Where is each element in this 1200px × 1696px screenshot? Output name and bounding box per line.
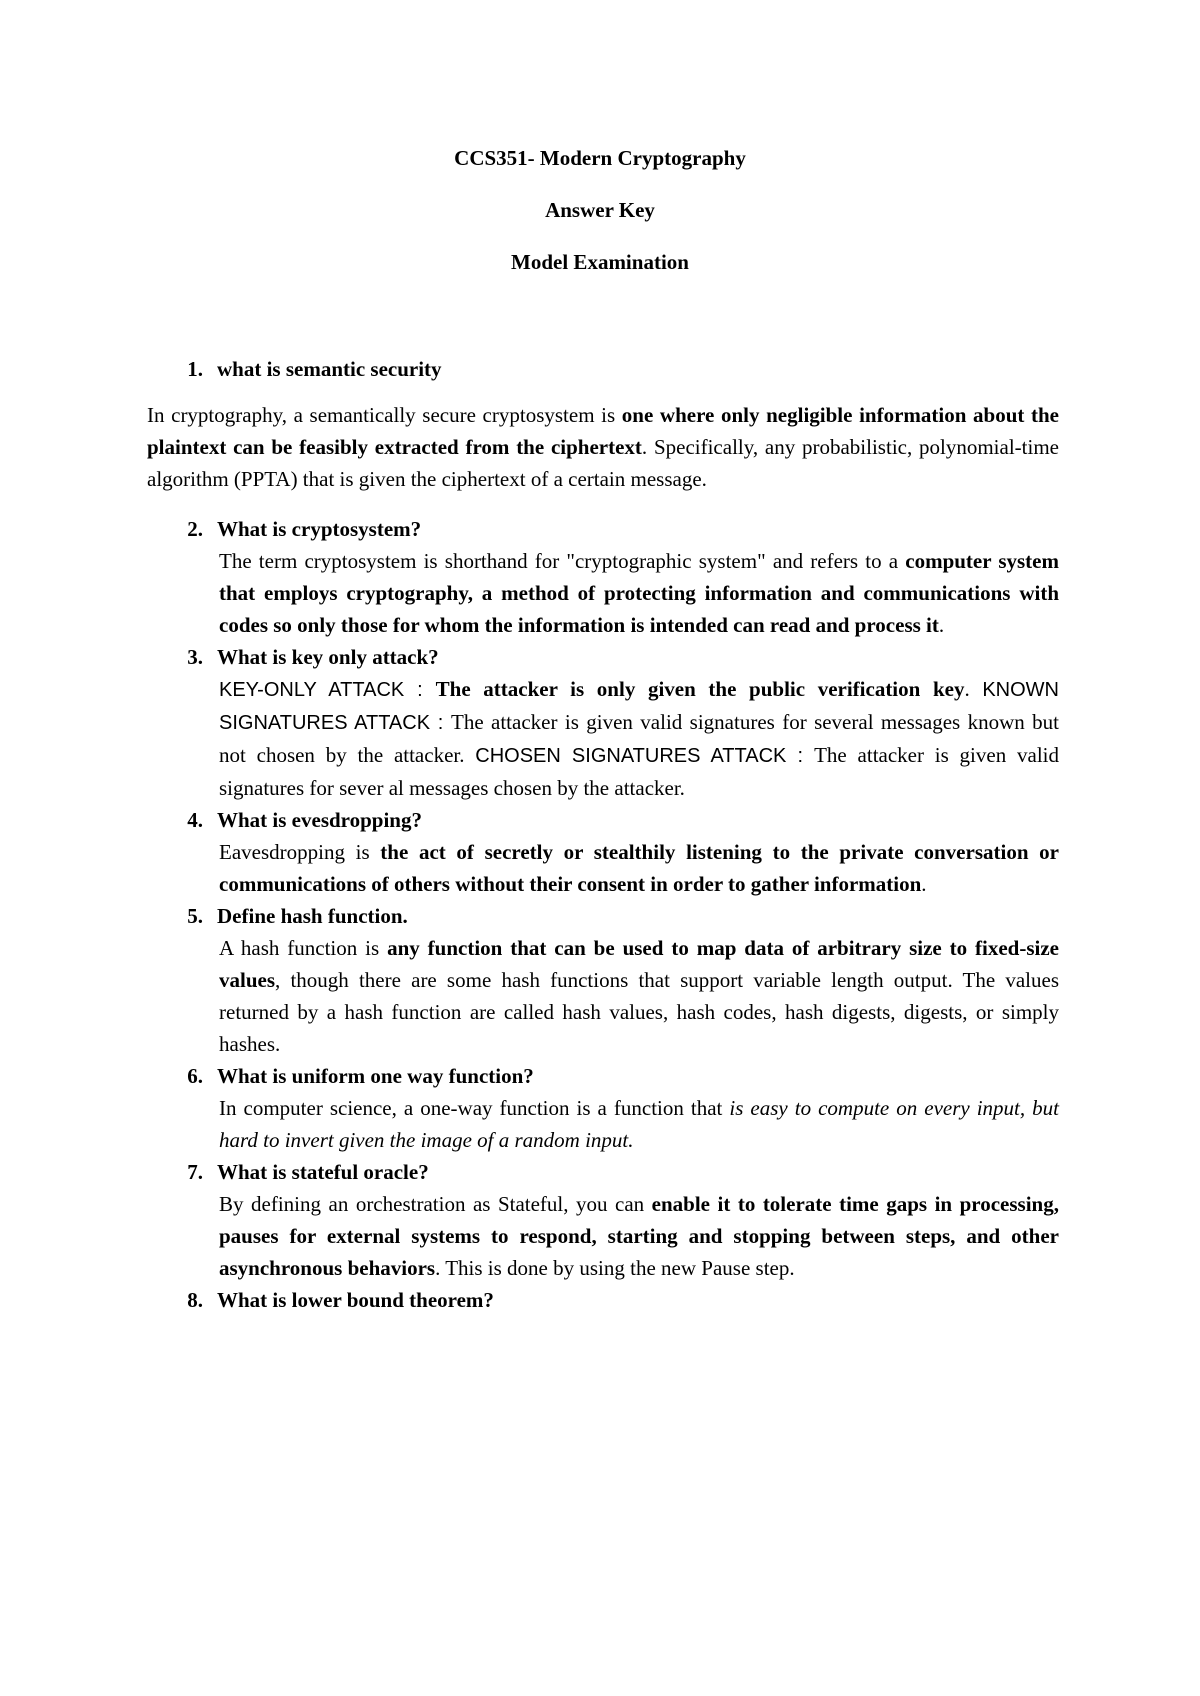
answer-emphasis: any function that can be used to map data of arbitrary size to fixed-size values [219,936,1059,992]
answer-segment: . [938,613,945,637]
answer-segment: The attacker is given valid signatures for sever al messages chosen by the attacker. [219,743,1059,800]
answer-text [219,836,1059,900]
question-number: 4. [187,808,203,832]
question-number: 7. [187,1160,203,1184]
question-2 [147,513,1059,641]
answer-emphasis: The attacker is only given the public verification key [435,677,965,701]
answer-emphasis: computer system that employs cryptography, a method of protecting information and communications with codes so only those for whom the information is intended can read and process it [219,549,1059,637]
question-1 [147,353,1059,495]
question-number: 5. [187,904,203,928]
question-number: 1. [187,357,203,381]
question-title: Define hash function. [217,904,408,928]
question-8 [147,1284,1059,1316]
answer-segment: . [921,872,927,896]
answer-text [219,1092,1059,1156]
answer-italic: is easy to compute on every input, but hard to invert given the image of a random input. [219,1096,1059,1152]
question-number: 6. [187,1064,203,1088]
attack-label: KNOWN SIGNATURES ATTACK : [219,679,1060,734]
question-7 [147,1156,1059,1284]
answer-segment: Eavesdropping is [219,840,381,864]
question-title: what is semantic security [217,357,442,381]
question-title: What is evesdropping? [217,808,422,832]
answer-text [219,673,1059,804]
answer-emphasis: enable it to tolerate time gaps in processing, pauses for external systems to respond, starting and stopping between steps, and other asynchronous behaviors [219,1192,1059,1280]
answer-segment: In cryptography, a semantically secure cryptosystem is [147,403,622,427]
attack-label: CHOSEN SIGNATURES ATTACK : [475,745,815,767]
answer-segment: , though there are some hash functions that support variable length output. The values returned by a hash function are called hash values, hash codes, hash digests, digests, or simply hashes. [219,968,1059,1056]
answer-segment: The attacker is given valid signatures for several messages known but not chosen by the attacker. [219,710,1059,767]
answer-text [147,399,1059,495]
question-title: What is lower bound theorem? [217,1288,494,1312]
question-title: What is cryptosystem? [217,517,422,541]
answer-segment: A hash function is [219,936,388,960]
answer-segment: The term cryptosystem is shorthand for "cryptographic system" and refers to a [219,549,906,573]
answer-segment: . This is done by using the new Pause step. [435,1256,795,1280]
question-title: What is stateful oracle? [217,1160,429,1184]
answer-text [219,932,1059,1060]
question-title: What is uniform one way function? [217,1064,534,1088]
answer-emphasis: the act of secretly or stealthily listening to the private conversation or communications of others without their consent in order to gather information [219,840,1059,896]
title-block [0,142,1200,298]
question-5 [147,900,1059,1060]
answer-emphasis: one where only negligible information about the plaintext can be feasibly extracted from the ciphertext [147,403,1059,459]
answer-segment: . Specifically, any probabilistic, polynomial-time algorithm (PPTA) that is given the ciphertext of a certain message. [147,435,1059,491]
answer-list [147,353,1059,1316]
question-number: 8. [187,1288,203,1312]
answer-segment: . [964,677,983,701]
answer-text [219,1188,1059,1284]
answer-segment: In computer science, a one-way function is a function that [219,1096,730,1120]
attack-label: KEY-ONLY ATTACK : [219,679,436,701]
question-number: 2. [187,517,203,541]
question-title: What is key only attack? [217,645,439,669]
question-3 [147,641,1059,804]
answer-key-heading: Answer Key [545,198,655,222]
question-4 [147,804,1059,900]
answer-text [219,545,1059,641]
course-title: CCS351- Modern Cryptography [454,146,746,170]
exam-heading: Model Examination [511,250,689,274]
question-6 [147,1060,1059,1156]
answer-segment: By defining an orchestration as Stateful, you can [219,1192,652,1216]
question-number: 3. [187,645,203,669]
